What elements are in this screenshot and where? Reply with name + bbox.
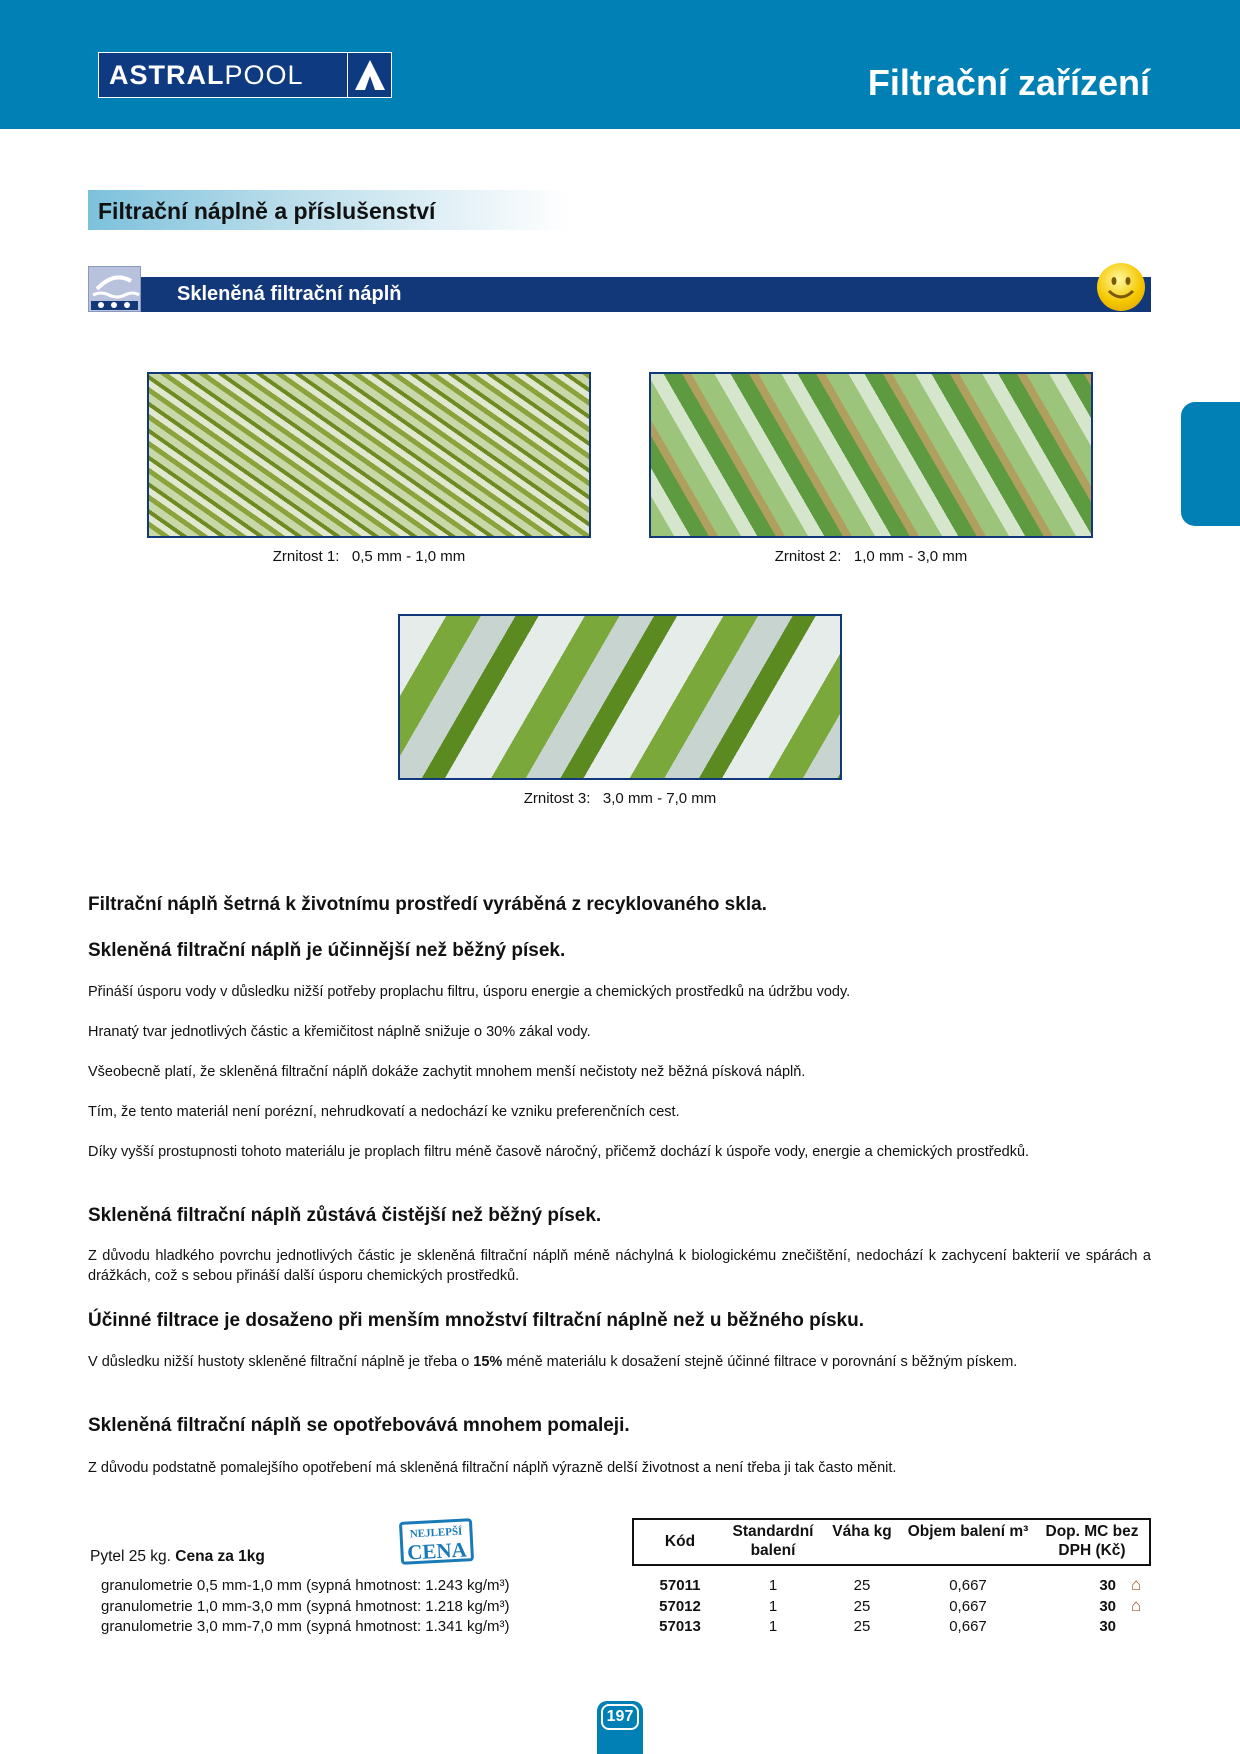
cell-code: 57012 xyxy=(659,1597,701,1615)
glass-media-photo-3 xyxy=(398,614,842,780)
cell-vol: 0,667 xyxy=(949,1577,987,1594)
cell-vol: 0,667 xyxy=(949,1597,987,1615)
logo-bold: ASTRAL xyxy=(109,59,225,90)
paragraph: Díky vyšší prostupnosti tohoto materiálu je proplach filtru méně časově náročný, přičemž dochází k úspoře vody, energie a chemických prostředků. xyxy=(88,1144,1030,1160)
cell-desc: granulometrie 3,0 mm-7,0 mm (sypná hmotnost: 1.341 kg/m³) xyxy=(101,1618,510,1635)
logo-triangle-icon xyxy=(347,53,391,97)
heading: Účinné filtrace je dosaženo při menším množství filtrační náplně než u běžného písku. xyxy=(88,1310,864,1331)
cell-kg: 25 xyxy=(853,1618,871,1635)
cell-kg: 25 xyxy=(853,1597,871,1615)
paragraph: Z důvodu hladkého povrchu jednotlivých částic je skleněná filtrační náplň méně náchylná k biologickému znečištění, nedochází k zachycení bakterií ve spárách a drážkách, což s sebou přináší další úsporu chemických prostředků. xyxy=(88,1248,1151,1284)
paragraph: Hranatý tvar jednotlivých částic a křemičitost náplně snižuje o 30% zákal vody. xyxy=(88,1024,591,1040)
cell-price: 30 xyxy=(1099,1597,1116,1615)
section-title: Filtrační náplně a příslušenství xyxy=(88,190,570,230)
paragraph: Všeobecně platí, že skleněná filtrační náplň dokáže zachytit mnohem menší nečistoty než běžná písková náplň. xyxy=(88,1064,806,1080)
cell-desc: granulometrie 0,5 mm-1,0 mm (sypná hmotnost: 1.243 kg/m³) xyxy=(101,1577,510,1594)
cell-vol: 0,667 xyxy=(949,1618,987,1635)
heading: Filtrační náplň šetrná k životnímu prostředí vyráběná z recyklovaného skla. xyxy=(88,894,767,915)
logo-light: POOL xyxy=(224,59,304,90)
cell-price: 30 xyxy=(1099,1577,1116,1594)
caption-3: Zrnitost 3: 3,0 mm - 7,0 mm xyxy=(523,790,717,807)
product-title: Skleněná filtrační náplň xyxy=(141,277,1151,312)
chapter-tab xyxy=(1181,402,1240,526)
cell-desc: granulometrie 1,0 mm-3,0 mm (sypná hmotnost: 1.218 kg/m³) xyxy=(101,1597,510,1615)
home-icon: ⌂ xyxy=(1131,1575,1142,1594)
pool-filter-icon xyxy=(88,266,141,312)
heading: Skleněná filtrační náplň se opotřebovává mnohem pomaleji. xyxy=(88,1415,630,1436)
page-title: Filtrační zařízení xyxy=(867,62,1150,103)
caption-2: Zrnitost 2: 1,0 mm - 3,0 mm xyxy=(774,548,968,565)
col-header-weight: Váha kg xyxy=(832,1523,892,1540)
col-header-code: Kód xyxy=(664,1533,696,1550)
smiley-icon xyxy=(1097,263,1145,311)
cell-code: 57013 xyxy=(659,1618,701,1635)
best-price-stamp: NEJLEPŠÍ CENA xyxy=(399,1518,474,1565)
cell-std: 1 xyxy=(768,1618,778,1635)
glass-media-photo-2 xyxy=(649,372,1093,538)
paragraph: Z důvodu podstatně pomalejšího opotřebení má skleněná filtrační náplň výrazně delší životnost a není třeba ji tak často měnit. xyxy=(88,1460,897,1476)
astralpool-logo xyxy=(98,52,392,98)
pack-info: Pytel 25 kg. Cena za 1kg xyxy=(90,1548,265,1565)
paragraph: V důsledku nižší hustoty skleněné filtrační náplně je třeba o 15% méně materiálu k dosažení stejně účinné filtrace v porovnání s běžným pískem. xyxy=(88,1354,1018,1370)
page-number: 197 xyxy=(601,1704,639,1730)
heading: Skleněná filtrační náplň zůstává čistější než běžný písek. xyxy=(88,1205,602,1226)
cell-std: 1 xyxy=(768,1577,778,1594)
paragraph: Tím, že tento materiál není porézní, nehrudkovatí a nedochází ke vzniku preferenčních cest. xyxy=(88,1104,680,1120)
cell-code: 57011 xyxy=(659,1577,701,1594)
col-header-volume: Objem balení m³ xyxy=(907,1523,1029,1540)
glass-media-photo-1 xyxy=(147,372,591,538)
cell-price: 30 xyxy=(1099,1618,1116,1635)
heading: Skleněná filtrační náplň je účinnější než běžný písek. xyxy=(88,940,566,961)
paragraph: Přináší úsporu vody v důsledku nižší potřeby proplachu filtru, úsporu energie a chemických prostředků na údržbu vody. xyxy=(88,984,851,1000)
col-header-std: Standardní balení xyxy=(732,1523,814,1559)
caption-1: Zrnitost 1: 0,5 mm - 1,0 mm xyxy=(272,548,466,565)
cell-kg: 25 xyxy=(853,1577,871,1594)
cell-std: 1 xyxy=(768,1597,778,1615)
col-header-price: Dop. MC bez DPH (Kč) xyxy=(1045,1523,1139,1559)
home-icon: ⌂ xyxy=(1131,1595,1142,1615)
